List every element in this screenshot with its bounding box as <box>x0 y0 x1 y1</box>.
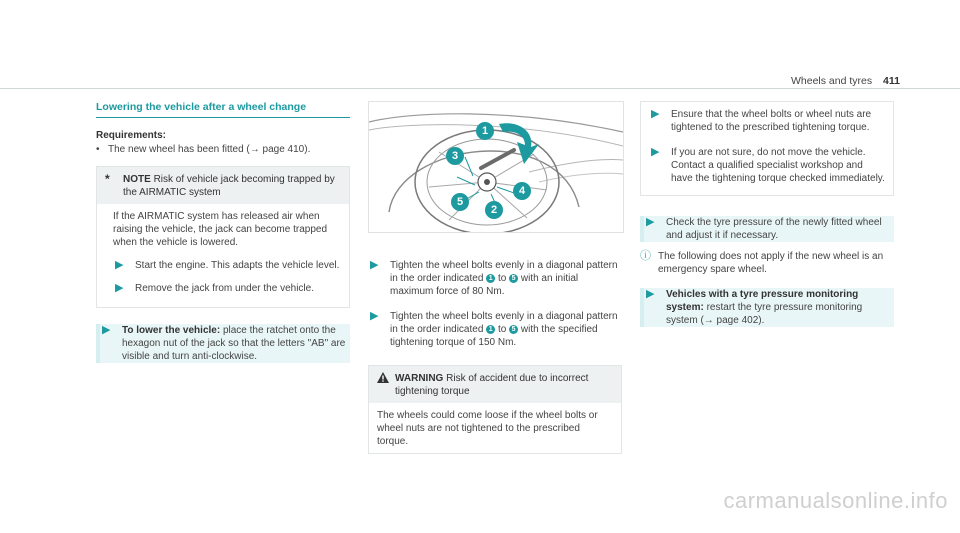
note-header <box>97 167 349 204</box>
step-arrow-icon: ▶ <box>115 282 124 294</box>
warning-label: WARNING <box>395 373 444 384</box>
note-step-1-text: Start the engine. This adapts the vehicle level. <box>135 260 340 271</box>
callout-3: 3 <box>446 147 464 165</box>
note-head-text: Risk of vehicle jack becoming trapped by the AIRMATIC system <box>123 174 335 198</box>
bullet-icon: • <box>96 144 100 155</box>
warning-body: The wheels could come loose if the wheel bolts or wheel nuts are not tightened to the prescribed torque. <box>377 410 598 447</box>
step-arrow-icon: ▶ <box>646 288 655 300</box>
note-step-2-text: Remove the jack from under the vehicle. <box>135 283 314 294</box>
tighten-step-2-pre: Tighten the wheel bolts evenly in a diagonal pattern in the order indicated <box>390 311 618 335</box>
tyre-pressure-step <box>640 216 894 242</box>
warning-head-text: Risk of accident due to incorrect tightening torque <box>395 373 589 397</box>
info-text: The following does not apply if the new wheel is an emergency spare wheel. <box>658 251 884 275</box>
tpms-step-lead: Vehicles with a tyre pressure monitoring system: <box>666 289 859 313</box>
callout-1: 1 <box>476 122 494 140</box>
badge-5: 5 <box>509 325 518 334</box>
wheel-bolt-figure <box>368 101 624 233</box>
lower-vehicle-step <box>96 324 350 363</box>
box-step-1 <box>649 108 885 134</box>
note-box <box>96 166 350 308</box>
note-step-2 <box>113 282 341 295</box>
section-title: Lowering the vehicle after a wheel change <box>96 101 350 118</box>
note-icon: * <box>105 172 110 186</box>
badge-1: 1 <box>486 325 495 334</box>
lower-step-lead: To lower the vehicle: <box>122 325 221 336</box>
watermark <box>0 488 960 514</box>
tpms-step-text: restart the tyre pressure monitoring system (→ page 402). <box>666 302 863 326</box>
warning-triangle-icon <box>377 372 395 398</box>
step-arrow-icon: ▶ <box>102 324 111 336</box>
column-2 <box>368 101 622 454</box>
header-divider <box>0 88 960 89</box>
tighten-step-2-mid: to <box>497 324 507 335</box>
lower-step-text: place the ratchet onto the hexagon nut of the jack so that the letters "AB" are visible and turn anti-clockwise. <box>122 325 346 362</box>
step-arrow-icon: ▶ <box>370 259 379 271</box>
step-arrow-icon: ▶ <box>370 310 379 322</box>
step-arrow-icon: ▶ <box>651 108 660 120</box>
column-3 <box>640 101 894 327</box>
info-note <box>640 250 894 276</box>
running-head-title: Wheels and tyres <box>791 75 873 87</box>
note-label: NOTE <box>123 174 151 185</box>
callout-4: 4 <box>513 182 531 200</box>
warning-header <box>369 366 621 403</box>
torque-check-box <box>640 101 894 196</box>
box-step-1-text: Ensure that the wheel bolts or wheel nuts are tightened to the prescribed tightening torque. <box>671 109 872 133</box>
page-number: 411 <box>883 75 900 87</box>
step-arrow-icon: ▶ <box>646 216 655 228</box>
tighten-step-initial <box>368 259 622 298</box>
requirements-text: The new wheel has been fitted (→ page 410). <box>108 144 311 155</box>
tighten-step-final <box>368 310 622 349</box>
badge-5: 5 <box>509 274 518 283</box>
tyre-pressure-text: Check the tyre pressure of the newly fitted wheel and adjust it if necessary. <box>666 217 882 241</box>
box-step-2-text: If you are not sure, do not move the vehicle. Contact a qualified specialist workshop and have the tightening torque checked immediately. <box>671 147 885 184</box>
callout-5: 5 <box>451 193 469 211</box>
badge-1: 1 <box>486 274 495 283</box>
running-head <box>791 75 900 87</box>
note-step-1 <box>113 259 341 272</box>
requirements-title: Requirements: <box>96 130 167 141</box>
page-header <box>0 0 960 90</box>
tighten-step-1-mid: to <box>497 273 507 284</box>
note-body <box>97 204 349 307</box>
requirements-item <box>96 143 350 156</box>
callout-2: 2 <box>485 201 503 219</box>
box-step-2 <box>649 146 885 185</box>
info-icon: ⓘ <box>640 250 651 262</box>
tighten-step-1-pre: Tighten the wheel bolts evenly in a diagonal pattern in the order indicated <box>390 260 618 284</box>
tpms-step <box>640 288 894 327</box>
step-arrow-icon: ▶ <box>651 146 660 158</box>
watermark-text: carmanualsonline.info <box>723 488 948 513</box>
tighten-step-2-post: with the specified tightening torque of 150 Nm. <box>390 324 598 348</box>
tighten-step-1-post: with an initial maximum force of 80 Nm. <box>390 273 579 297</box>
note-body-text: If the AIRMATIC system has released air when raising the vehicle, the jack can become trapped when the vehicle is lowered. <box>113 211 328 248</box>
step-arrow-icon: ▶ <box>115 259 124 271</box>
warning-box <box>368 365 622 454</box>
column-1 <box>96 101 350 363</box>
